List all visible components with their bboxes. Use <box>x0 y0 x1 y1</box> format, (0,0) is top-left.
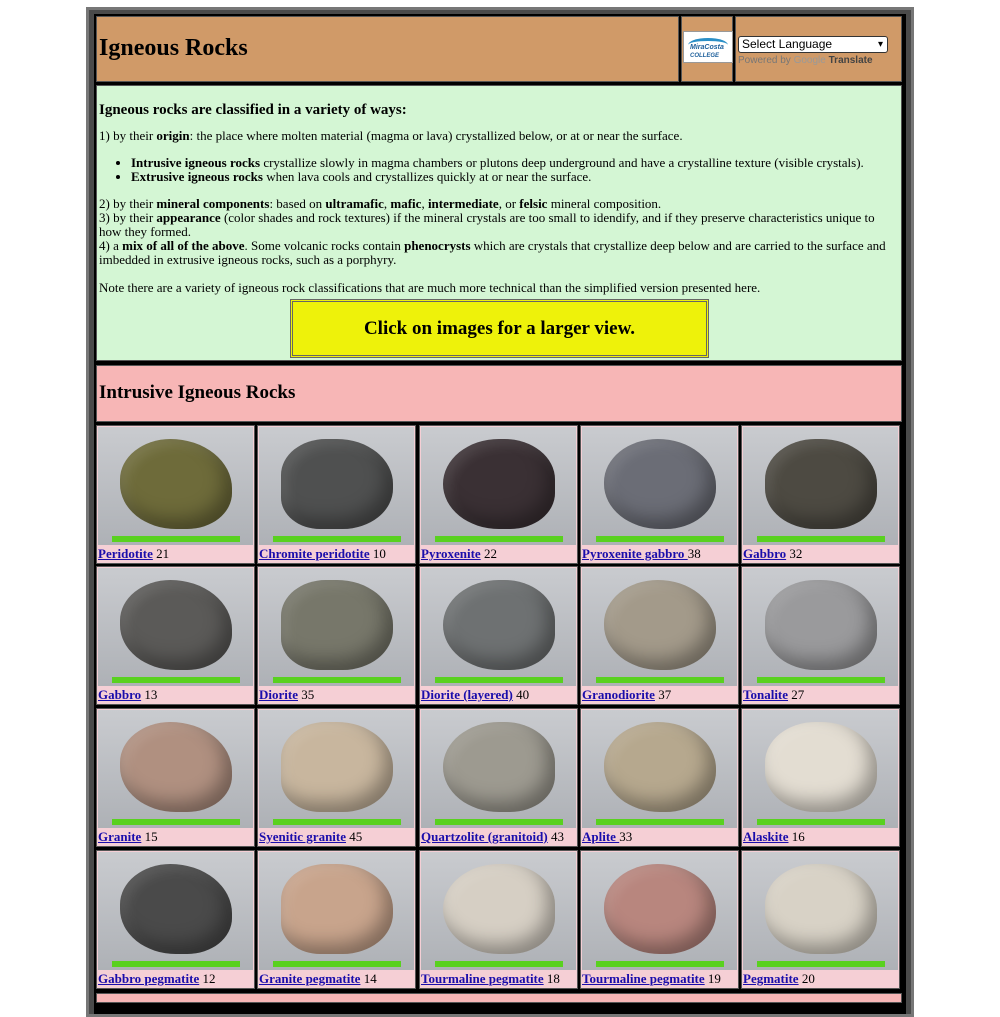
scale-ruler <box>596 536 724 542</box>
rock-specimen <box>120 439 232 529</box>
translate-widget <box>735 16 902 82</box>
rock-number: 35 <box>301 687 315 702</box>
rock-photo[interactable] <box>421 427 576 545</box>
rock-specimen <box>765 864 877 954</box>
rock-number: 21 <box>156 546 170 561</box>
rock-number: 22 <box>483 546 497 561</box>
rock-photo[interactable] <box>98 568 253 686</box>
rock-caption <box>582 687 671 703</box>
rock-photo[interactable] <box>743 710 898 828</box>
rock-specimen <box>443 439 555 529</box>
rock-specimen <box>443 722 555 812</box>
gallery-row <box>96 708 902 847</box>
language-select-label: Select Language <box>742 37 833 51</box>
rock-link[interactable]: Diorite (layered) <box>421 687 513 702</box>
rock-specimen <box>765 439 877 529</box>
rock-tile <box>257 850 416 989</box>
rock-tile <box>257 566 416 705</box>
rock-caption <box>743 687 804 703</box>
rock-caption <box>743 971 815 987</box>
rock-photo[interactable] <box>743 852 898 970</box>
rock-specimen <box>120 864 232 954</box>
rock-caption <box>259 546 386 562</box>
section-header <box>96 365 902 422</box>
rock-photo[interactable] <box>421 852 576 970</box>
rock-link[interactable]: Tourmaline pegmatite <box>582 971 705 986</box>
rock-number: 32 <box>789 546 803 561</box>
scale-ruler <box>273 819 401 825</box>
intro-point-3: 3) by their appearance (color shades and rock textures) if the mineral crystals are too small to idendify, and if they preserve characteristics unique to how they formed. <box>99 210 875 239</box>
intro-heading: Igneous rocks are classified in a variety of ways: <box>99 102 407 118</box>
scale-ruler <box>273 961 401 967</box>
rock-specimen <box>604 722 716 812</box>
rock-tile <box>96 566 255 705</box>
rock-tile <box>257 708 416 847</box>
rock-tile <box>580 850 739 989</box>
rock-photo[interactable] <box>582 568 737 686</box>
rock-tile <box>419 425 578 564</box>
rock-link[interactable]: Chromite peridotite <box>259 546 370 561</box>
rock-tile <box>419 850 578 989</box>
rock-number: 43 <box>550 829 564 844</box>
page-header <box>96 16 679 82</box>
rock-number: 20 <box>801 971 815 986</box>
scale-ruler <box>757 819 885 825</box>
rock-photo[interactable] <box>259 852 414 970</box>
rock-caption <box>421 971 560 987</box>
rock-specimen <box>281 580 393 670</box>
logo-name: MiraCosta <box>690 44 724 51</box>
rock-link[interactable]: Quartzolite (granitoid) <box>421 829 548 844</box>
rock-photo[interactable] <box>743 568 898 686</box>
chevron-down-icon: ▾ <box>877 39 883 50</box>
logo-cell <box>681 16 733 82</box>
rock-photo[interactable] <box>98 852 253 970</box>
page-title: Igneous Rocks <box>99 35 248 61</box>
rock-caption <box>421 829 564 845</box>
scale-ruler <box>273 536 401 542</box>
rock-number: 27 <box>791 687 805 702</box>
rock-tile <box>741 850 900 989</box>
intro-point-4: 4) a mix of all of the above. Some volcanic rocks contain phenocrysts which are crystals that crystallize deep below and are carried to the surface and imbedded in extrusive igneous rocks, such as a porphyry. <box>99 238 886 267</box>
logo-subname: COLLEGE <box>690 53 720 59</box>
rock-specimen <box>443 864 555 954</box>
larger-view-callout: Click on images for a larger view. <box>290 299 709 358</box>
rock-caption <box>259 687 314 703</box>
rock-photo[interactable] <box>259 568 414 686</box>
next-section-header <box>96 993 902 1003</box>
rock-link[interactable]: Alaskite <box>743 829 789 844</box>
rock-specimen <box>120 580 232 670</box>
rock-link[interactable]: Peridotite <box>98 546 153 561</box>
rock-link[interactable]: Pyroxenite <box>421 546 481 561</box>
rock-caption <box>98 687 157 703</box>
rock-link[interactable]: Tonalite <box>743 687 789 702</box>
gallery-row <box>96 425 902 564</box>
rock-caption <box>743 546 802 562</box>
rock-link[interactable]: Gabbro <box>743 546 787 561</box>
scale-ruler <box>112 819 240 825</box>
rock-link[interactable]: Aplite <box>582 829 620 844</box>
rock-specimen <box>281 864 393 954</box>
rock-link[interactable]: Tourmaline pegmatite <box>421 971 544 986</box>
rock-number: 12 <box>202 971 216 986</box>
scale-ruler <box>757 961 885 967</box>
rock-link[interactable]: Pyroxenite gabbro <box>582 546 688 561</box>
rock-caption <box>582 546 701 562</box>
scale-ruler <box>112 677 240 683</box>
rock-tile <box>419 708 578 847</box>
scale-ruler <box>435 536 563 542</box>
rock-caption <box>582 971 721 987</box>
rock-link[interactable]: Gabbro <box>98 687 142 702</box>
rock-number: 38 <box>687 546 701 561</box>
scale-ruler <box>435 677 563 683</box>
rock-tile <box>580 425 739 564</box>
rock-number: 18 <box>546 971 560 986</box>
miracosta-logo[interactable] <box>683 31 733 63</box>
list-item: • Extrusive igneous rocks when lava cools and crystallizes quickly at or near the surface. <box>131 170 899 184</box>
rock-specimen <box>120 722 232 812</box>
scale-ruler <box>596 677 724 683</box>
scale-ruler <box>273 677 401 683</box>
rock-tile <box>96 850 255 989</box>
rock-number: 16 <box>791 829 805 844</box>
rock-specimen <box>765 580 877 670</box>
scale-ruler <box>435 961 563 967</box>
intro-point-2: 2) by their mineral components: based on ultramafic, mafic, intermediate, or felsic mineral composition. <box>99 196 662 211</box>
list-item: • Intrusive igneous rocks crystallize slowly in magma chambers or plutons deep underground and have a crystalline texture (visible crystals). <box>131 156 899 170</box>
rock-number: 40 <box>516 687 530 702</box>
rock-specimen <box>281 439 393 529</box>
rock-number: 10 <box>372 546 386 561</box>
gallery-row <box>96 850 902 989</box>
rock-photo[interactable] <box>421 710 576 828</box>
rock-number: 19 <box>707 971 721 986</box>
rock-caption <box>98 829 158 845</box>
gallery-row <box>96 566 902 705</box>
rock-photo[interactable] <box>582 852 737 970</box>
rock-caption <box>98 546 169 562</box>
rock-caption <box>98 971 215 987</box>
rock-caption <box>421 687 529 703</box>
intro-note: Note there are a variety of igneous rock classifications that are much more technical than the simplified version presented here. <box>99 280 761 295</box>
translate-link[interactable]: Translate <box>828 55 873 66</box>
rock-tile <box>580 566 739 705</box>
section-title: Intrusive Igneous Rocks <box>99 382 296 403</box>
rock-photo[interactable] <box>98 710 253 828</box>
rock-tile <box>419 566 578 705</box>
rock-photo[interactable] <box>259 427 414 545</box>
rock-caption <box>743 829 805 845</box>
rock-link[interactable]: Syenitic granite <box>259 829 347 844</box>
rock-caption <box>259 971 377 987</box>
powered-by-text: Powered by <box>738 55 791 66</box>
scale-ruler <box>596 819 724 825</box>
rock-specimen <box>604 439 716 529</box>
scale-ruler <box>112 961 240 967</box>
rock-caption <box>421 546 497 562</box>
rock-link[interactable]: Pegmatite <box>743 971 799 986</box>
scale-ruler <box>112 536 240 542</box>
intro-point-1: 1) by their origin: the place where molten material (magma or lava) crystallized below, or at or near the surface. <box>99 128 683 143</box>
scale-ruler <box>596 961 724 967</box>
google-logo: Google <box>793 55 826 66</box>
rock-caption <box>259 829 362 845</box>
rock-tile <box>96 425 255 564</box>
rock-number: 37 <box>658 687 672 702</box>
rock-specimen <box>604 864 716 954</box>
rock-number: 33 <box>619 829 633 844</box>
rock-specimen <box>765 722 877 812</box>
rock-photo[interactable] <box>582 427 737 545</box>
rock-specimen <box>604 580 716 670</box>
rock-number: 13 <box>144 687 158 702</box>
rock-tile <box>741 425 900 564</box>
rock-number: 45 <box>349 829 363 844</box>
rock-photo[interactable] <box>259 710 414 828</box>
rock-photo[interactable] <box>743 427 898 545</box>
rock-specimen <box>281 722 393 812</box>
rock-number: 15 <box>144 829 158 844</box>
scale-ruler <box>757 677 885 683</box>
rock-number: 14 <box>363 971 377 986</box>
powered-by-google[interactable] <box>738 55 873 66</box>
rock-caption <box>582 829 632 845</box>
rock-photo[interactable] <box>98 427 253 545</box>
scale-ruler <box>435 819 563 825</box>
rock-link[interactable]: Gabbro pegmatite <box>98 971 200 986</box>
rock-photo[interactable] <box>421 568 576 686</box>
rock-link[interactable]: Granodiorite <box>582 687 655 702</box>
rock-photo[interactable] <box>582 710 737 828</box>
rock-link[interactable]: Diorite <box>259 687 298 702</box>
rock-specimen <box>443 580 555 670</box>
rock-tile <box>741 708 900 847</box>
rock-link[interactable]: Granite <box>98 829 142 844</box>
origin-list <box>99 156 899 184</box>
language-select[interactable] <box>738 36 888 53</box>
rock-tile <box>580 708 739 847</box>
rock-tile <box>96 708 255 847</box>
rock-tile <box>741 566 900 705</box>
rock-link[interactable]: Granite pegmatite <box>259 971 361 986</box>
scale-ruler <box>757 536 885 542</box>
rock-tile <box>257 425 416 564</box>
